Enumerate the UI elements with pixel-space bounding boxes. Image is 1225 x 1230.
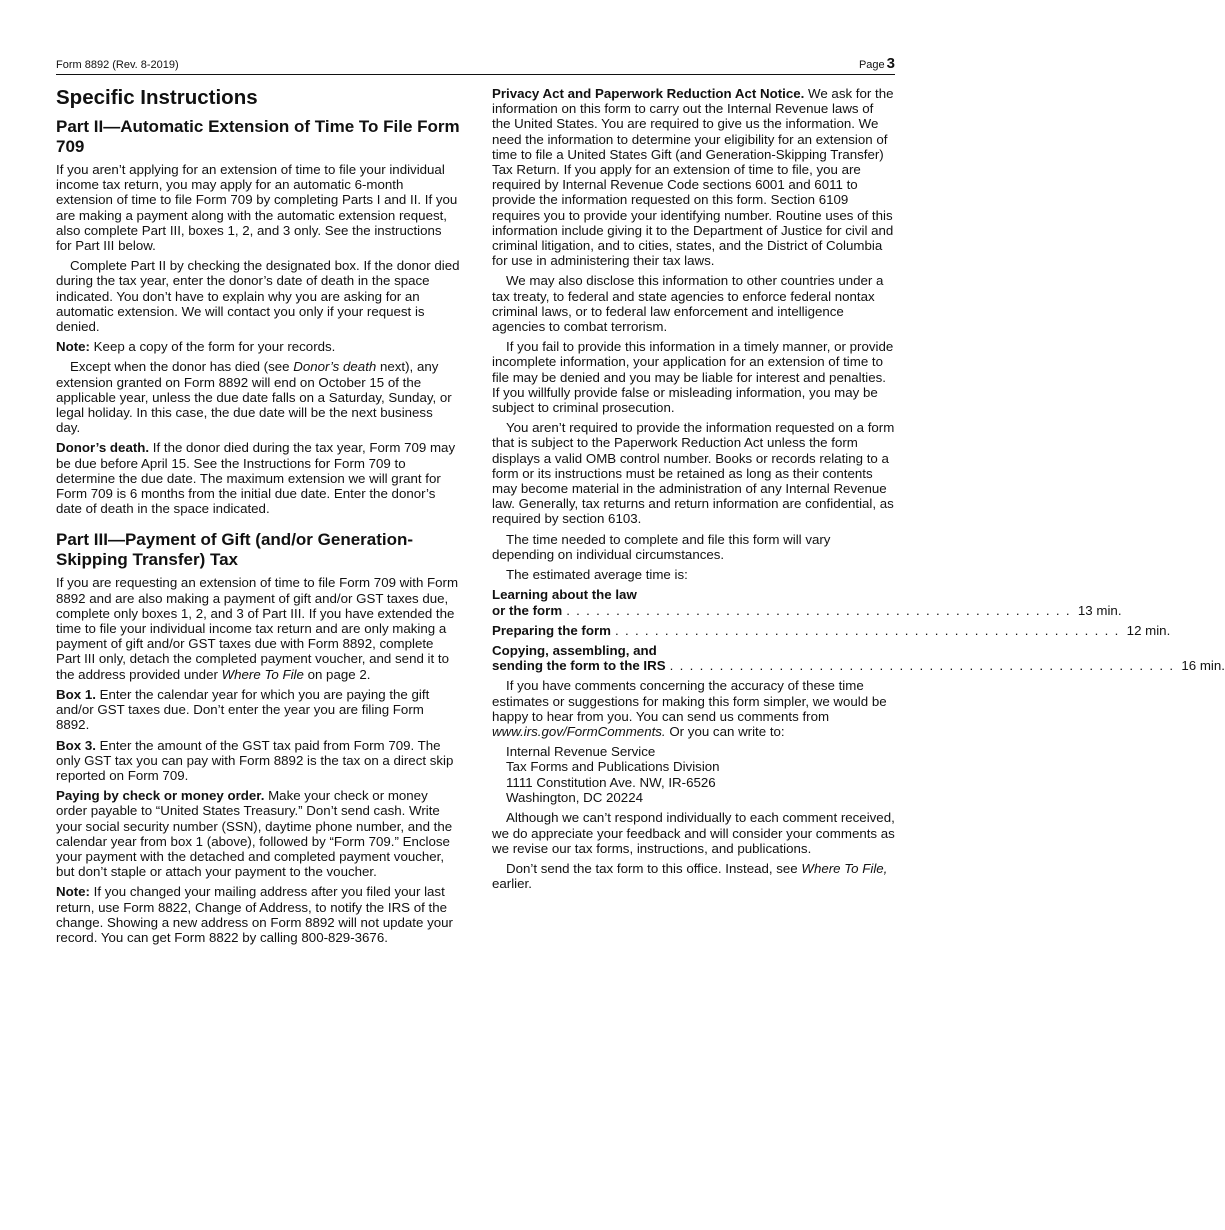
note-address-change	[56, 884, 460, 945]
donors-death-label: Donor’s death.	[56, 440, 150, 456]
p4-text-b: on page 2.	[303, 666, 371, 682]
time-label-line1: Copying, assembling, and	[492, 642, 657, 658]
box1-paragraph	[56, 687, 460, 733]
where-to-file-ref-2: Where To File,	[801, 860, 888, 876]
part2-heading: Part II—Automatic Extension of Time To File Form 709	[56, 117, 460, 156]
form-id: Form 8892 (Rev. 8-2019)	[56, 59, 179, 71]
donors-death-paragraph	[56, 440, 460, 516]
page-number-label	[859, 55, 895, 72]
estimated-time-intro: The estimated average time is:	[506, 567, 688, 583]
disclosure-paragraph: We may also disclose this information to other countries under a tax treaty, to federal and state agencies to enforce federal nontax criminal laws, or to federal law enforcement and intelligence agencies to combat terrorism.	[492, 273, 884, 335]
right-column	[492, 86, 1225, 896]
dont-send-paragraph	[492, 861, 895, 891]
note-label: Note:	[56, 339, 90, 355]
time-label-line2: Preparing the form	[492, 622, 611, 638]
address-line: Tax Forms and Publications Division	[506, 759, 720, 775]
privacy-text: We ask for the information on this form to carry out the Internal Revenue laws of the United States. You are required to give us the information. We need the information to determine your eligibility for an extension of time to file a United States Gift (and Generation-Skipping Transfer) Tax Return. If you apply for an extension of time to file, you are required by Internal Revenue Code sections 6001 and 6011 to provide the information requested on this form. Section 6109 requires you to provide your identifying number. Routine uses of this information include giving it to the Department of Justice for civil and criminal litigation, and to cities, states, and the District of Columbia for use in administering their tax laws.	[492, 86, 894, 269]
time-needed-paragraph: The time needed to complete and file this form will vary depending on individual circumstances.	[492, 531, 831, 562]
dot-leader: ...................................................	[669, 658, 1180, 674]
comments-paragraph	[492, 678, 895, 739]
dot-leader: ...................................................	[614, 622, 1125, 638]
donors-death-ref: Donor’s death	[293, 359, 377, 375]
box3-paragraph	[56, 738, 460, 784]
part3-heading: Part III—Payment of Gift (and/or Generation-Skipping Transfer) Tax	[56, 530, 414, 569]
page-label: Page	[858, 59, 885, 71]
privacy-label: Privacy Act and Paperwork Reduction Act Notice.	[492, 86, 805, 101]
part2-paragraph-2: Complete Part II by checking the designated box. If the donor died during the tax year, enter the donor’s date of death in the space indicated. You don’t have to explain why you are asking for an automatic extension. We will contact you only if your request is denied.	[56, 258, 460, 335]
privacy-paragraph	[492, 86, 895, 268]
p3-text-a: Except when the donor has died (see	[70, 359, 294, 375]
part3-paragraph-1	[56, 575, 460, 681]
p7-text-a: If you have comments concerning the accuracy of these time estimates or suggestions for making this form simpler, we would be happy to hear from you. You can send us comments from	[492, 678, 887, 724]
paying-paragraph	[56, 788, 460, 879]
p9-text-a: Don’t send the tax form to this office. Instead, see	[506, 860, 802, 876]
box3-text: Enter the amount of the GST tax paid from Form 709. The only GST tax you can pay with Form 8892 is the tax on a direct skip reported on Form 709.	[56, 737, 454, 783]
feedback-paragraph: Although we can’t respond individually to each comment received, we do appreciate your feedback and will consider your comments as we revise our tax forms, instructions, and publications.	[492, 810, 895, 856]
address-line: 1111 Constitution Ave. NW, IR-6526	[506, 774, 716, 790]
time-row-learning	[492, 587, 1122, 618]
p3-text-b: next), any extension granted on Form 8892 will end on October 15 of the applicable year, unless the due date falls on a Saturday, Sunday, or legal holiday. In this case, the due date will be the next business day.	[56, 359, 452, 436]
note2-text: If you changed your mailing address after you filed your last return, use Form 8822, Change of Address, to notify the IRS of the change. Showing a new address on Form 8892 will not update your record. You can get Form 8822 by calling 800-829-3676.	[56, 884, 453, 945]
donors-death-text: If the donor died during the tax year, Form 709 may be due before April 15. See the Instructions for Form 709 to determine the due date. The maximum extension we will grant for Form 709 is 6 months from the initial due date. Enter the donor’s date of death in the space indicated.	[56, 440, 456, 517]
part2-paragraph-1: If you aren’t applying for an extension of time to file your individual income tax return, you may apply for an automatic 6-month extension of time to file Form 709 by completing Parts I and II. If you are making a payment along with the automatic extension request, also complete Part III, boxes 1, 2, and 3 only. See the instructions for Part III below.	[56, 162, 458, 254]
time-value: 13 min.	[1077, 602, 1122, 618]
form-comments-url: www.irs.gov/FormComments.	[492, 723, 666, 739]
note2-label: Note:	[56, 884, 90, 900]
time-row-copying	[492, 642, 1225, 674]
page-number: 3	[886, 55, 895, 72]
note-keep-copy	[56, 339, 460, 354]
time-label-line2: or the form	[492, 602, 563, 618]
box3-label: Box 3.	[56, 737, 96, 753]
box1-label: Box 1.	[56, 686, 96, 702]
part2-paragraph-3	[56, 359, 460, 435]
time-value: 12 min.	[1126, 622, 1171, 638]
irs-address	[506, 744, 895, 805]
time-label-line2: sending the form to the IRS	[492, 658, 666, 674]
time-value: 16 min.	[1181, 658, 1225, 674]
time-row-preparing	[492, 622, 1171, 638]
box1-text: Enter the calendar year for which you are paying the gift and/or GST taxes due. Don’t enter the year you are filing Form 8892.	[56, 686, 430, 733]
paying-label: Paying by check or money order.	[56, 788, 265, 804]
paperwork-paragraph: You aren’t required to provide the information requested on a form that is subject to the Paperwork Reduction Act unless the form displays a valid OMB control number. Books or records relating to a form or its instructions must be retained as long as their contents may become material in the administration of any Internal Revenue law. Generally, tax returns and return information are confidential, as required by section 6103.	[492, 420, 895, 527]
dot-leader: ...................................................	[566, 602, 1076, 618]
where-to-file-ref: Where To File	[221, 666, 304, 682]
address-line: Washington, DC 20224	[506, 790, 643, 806]
specific-instructions-title: Specific Instructions	[56, 86, 258, 109]
left-column	[56, 86, 460, 950]
address-line: Internal Revenue Service	[506, 744, 656, 760]
page-header	[56, 56, 895, 75]
paying-text: Make your check or money order payable to “United States Treasury.” Don’t send cash. Write your social security number (SSN), daytime phone number, and the calendar year from box 1 (above), followed by “Form 709.” Enclose your payment with the detached and completed payment voucher, but don’t staple or attach your payment to the voucher.	[56, 788, 453, 880]
p4-text-a: If you are requesting an extension of time to file Form 709 with Form 8892 and are also making a payment of gift and/or GST taxes due, complete only boxes 1, 2, and 3 of Part III. If you have extended the time to file your individual income tax return and are only making a payment of gift and/or GST taxes due with Form 8892, complete Part III only, detach the completed payment voucher, and send it to the address provided under	[56, 575, 459, 682]
note-text: Keep a copy of the form for your records.	[89, 339, 336, 355]
p9-text-b: earlier.	[492, 876, 532, 892]
time-label-line1: Learning about the law	[492, 587, 637, 603]
failure-paragraph: If you fail to provide this information in a timely manner, or provide incomplete information, your application for an extension of time to file may be denied and you may be liable for interest and penalties. If you willfully provide false or misleading information, you may be subject to criminal prosecution.	[492, 339, 894, 416]
p7-text-b: Or you can write to:	[665, 723, 785, 739]
